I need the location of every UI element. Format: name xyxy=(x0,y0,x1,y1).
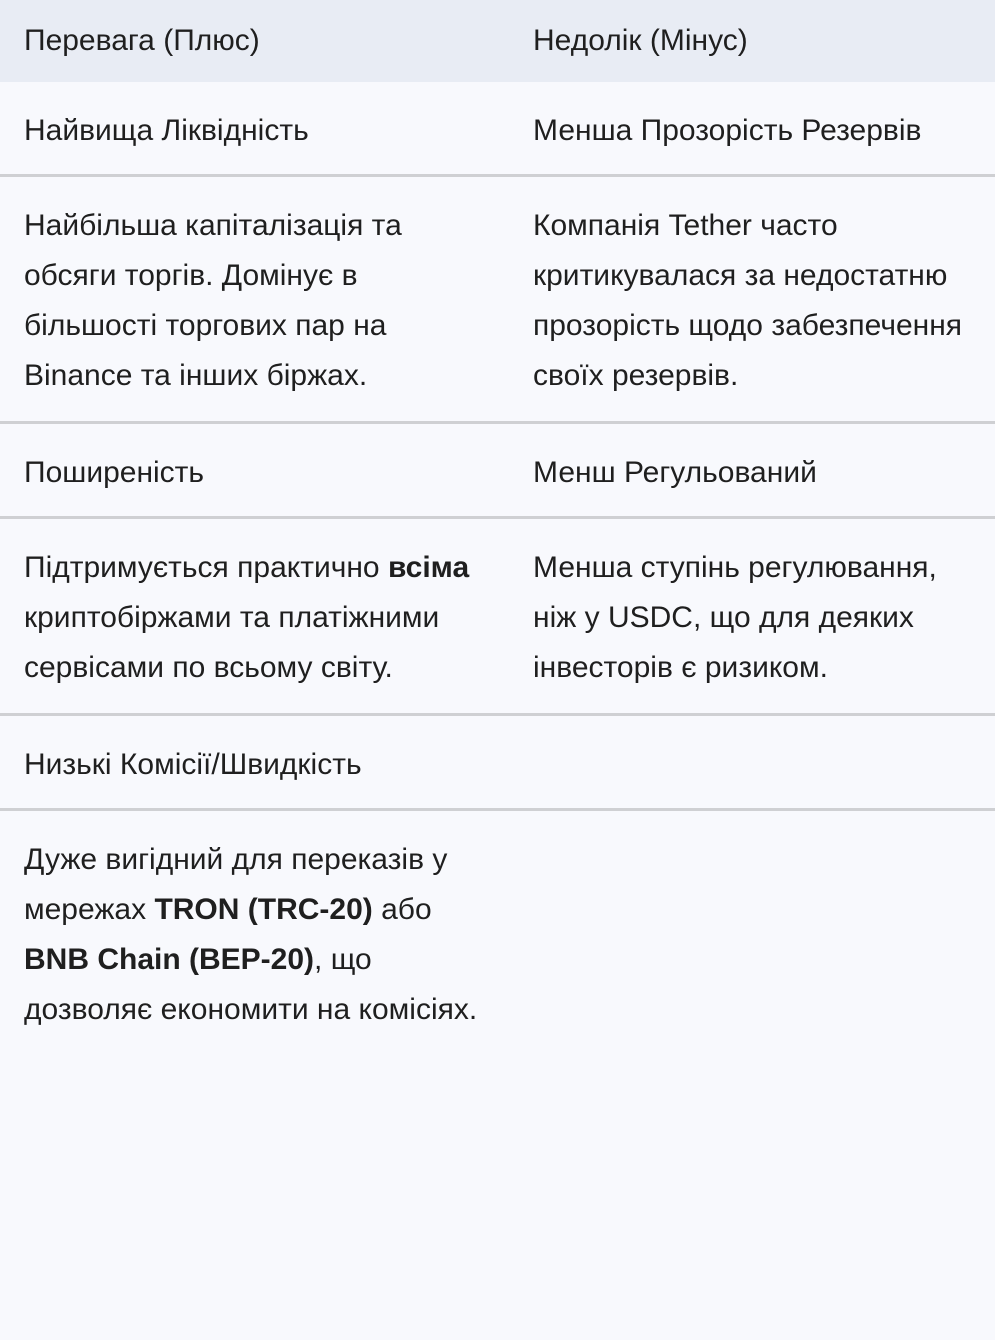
text: Компанія Tether часто критикувалася за недостатню прозорість щодо забезпечення своїх резервів. xyxy=(533,209,963,392)
plus-title: Найвища Ліквідність xyxy=(24,114,309,147)
table-row-description xyxy=(0,518,995,715)
bold-text: BNB Chain (BEP-20) xyxy=(24,943,315,976)
text: , що дозволяє економити на комісіях. xyxy=(24,943,478,1026)
table-row-title xyxy=(0,423,995,518)
table-row-description xyxy=(0,810,995,1060)
text: або xyxy=(372,893,432,926)
header-minus: Недолік (Мінус) xyxy=(509,0,995,82)
table-row-description xyxy=(0,176,995,423)
table-header-row xyxy=(0,0,995,82)
plus-desc xyxy=(0,810,509,1060)
plus-title: Поширеність xyxy=(0,423,509,518)
plus-desc xyxy=(0,518,509,715)
bold-text: TRON (TRC-20) xyxy=(154,893,373,926)
minus-title: Менш Регульований xyxy=(509,423,995,518)
plus-title: Низькі Комісії/Швидкість xyxy=(0,715,509,810)
bold-text: всіма xyxy=(387,551,470,584)
text: Підтримується практично xyxy=(24,551,388,584)
minus-desc xyxy=(509,810,995,1060)
minus-title xyxy=(509,715,995,810)
header-plus: Перевага (Плюс) xyxy=(0,0,509,82)
minus-title: Менша Прозорість Резервів xyxy=(533,114,922,147)
plus-desc xyxy=(0,176,509,423)
minus-desc xyxy=(509,518,995,715)
table-row-title xyxy=(0,715,995,810)
text: Дуже вигідний для переказів у мережах xyxy=(24,843,448,926)
text: Найбільша капіталізація та обсяги торгів. Домінує в більшості торгових пар на Binance та інших біржах. xyxy=(24,209,402,392)
minus-desc xyxy=(509,176,995,423)
text: Менша ступінь регулювання, ніж у USDC, що для деяких інвесторів є ризиком. xyxy=(533,551,937,684)
text: криптобіржами та платіжними сервісами по всьому світу. xyxy=(24,601,440,684)
table-row-title xyxy=(0,82,995,176)
